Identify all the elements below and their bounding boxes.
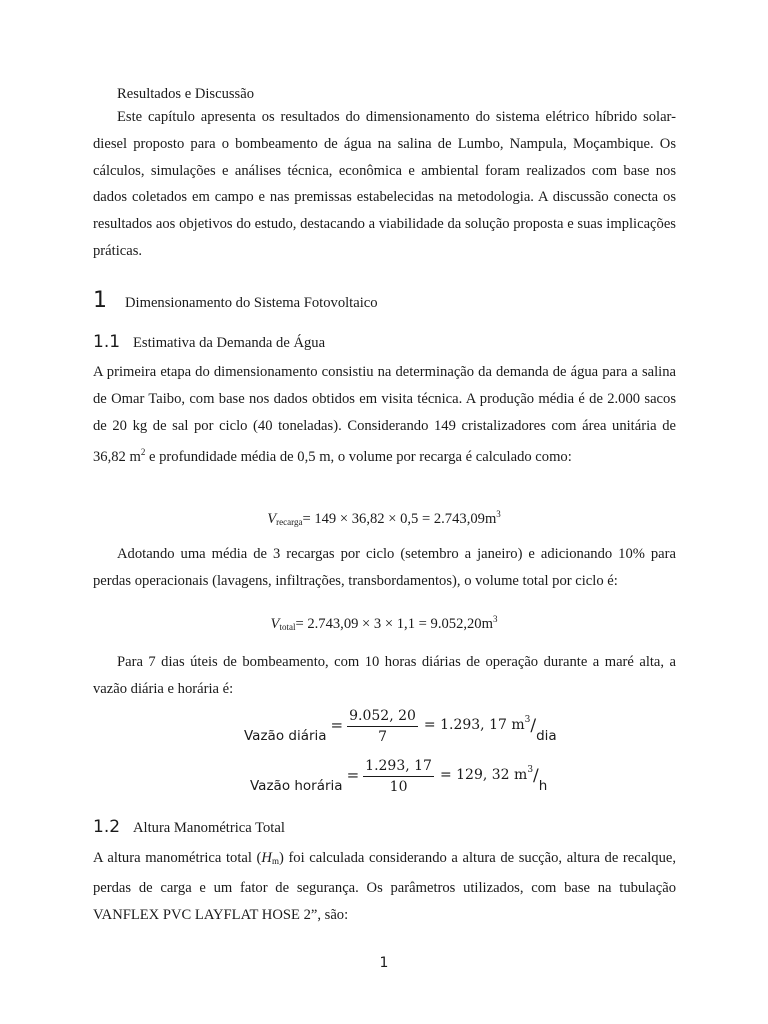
section-1-heading xyxy=(93,288,378,313)
equation-hourly-flow: Vazão horária = $\frac{1.293, 17}{10}$ = 129, 32 m 3 / h xyxy=(250,758,548,795)
equation-v-total: $V_{total}= 2.743,09 \times 3 \times 1,1 = 9.052,20m^3$ xyxy=(270,614,498,632)
section-number: 1 xyxy=(93,288,107,313)
section-number: 1.1 xyxy=(93,332,121,352)
paragraph-recharges: Adotando uma média de 3 recargas por ciclo (setembro a janeiro) e adicionando 10% para perdas operacionais (lavagens, infiltrações, transbordamentos), o volume total por ciclo é: xyxy=(93,546,676,589)
equation-v-recarga: $V_{recarga}= 149 \times 36,82 \times 0,5 = 2.743,09m^3$ xyxy=(267,509,501,527)
section-title: Dimensionamento do Sistema Fotovoltaico xyxy=(125,295,378,311)
paragraph-flow: Para 7 dias úteis de bombeamento, com 10 horas diárias de operação durante a maré alta, a vazão diária e horária é: xyxy=(93,654,676,697)
section-number: 1.2 xyxy=(93,817,121,837)
section-1-2-heading xyxy=(93,817,285,837)
section-1-1-heading xyxy=(93,332,325,352)
section-title: Estimativa da Demanda de Água xyxy=(133,335,326,351)
page-title: Resultados e Discussão xyxy=(117,86,255,102)
paragraph-demand: A primeira etapa do dimensionamento consistiu na determinação da demanda de água para a salina de Omar Taibo, com base nos dados obtidos em visita técnica. A produção média é de 2.000 sacos de 20 kg de sal por ciclo (40 toneladas). Considerando 149 cristalizadores com área unitária de 36,82 $m^2$ e profundidade média de 0,5 m, o volume por recarga é calculado como: xyxy=(93,364,676,466)
page-number: 1 xyxy=(379,955,389,971)
section-title: Altura Manométrica Total xyxy=(133,820,285,836)
paragraph-head: A altura manométrica total $(H_m)$ foi calculada considerando a altura de sucção, altura de recalque, perdas de carga e um fator de segurança. Os parâmetros utilizados, com base na tubulação VANFLEX PVC LAYFLAT HOSE 2”, são: xyxy=(93,850,676,923)
equation-daily-flow: Vazão diária = $\frac{9.052, 20}{7}$ = 1.293, 17 m 3 / dia xyxy=(244,708,557,745)
intro-paragraph: Este capítulo apresenta os resultados do dimensionamento do sistema elétrico híbrido solar-diesel proposto para o bombeamento de água na salina de Lumbo, Nampula, Moçambique. Os cálculos, simulações e análises técnica, econômica e ambiental foram realizados com base nos dados coletados em campo e nas premissas estabelecidas na metodologia. A discussão conecta os resultados aos objetivos do estudo, destacando a viabilidade da solução proposta e suas implicações práticas. xyxy=(93,109,676,259)
